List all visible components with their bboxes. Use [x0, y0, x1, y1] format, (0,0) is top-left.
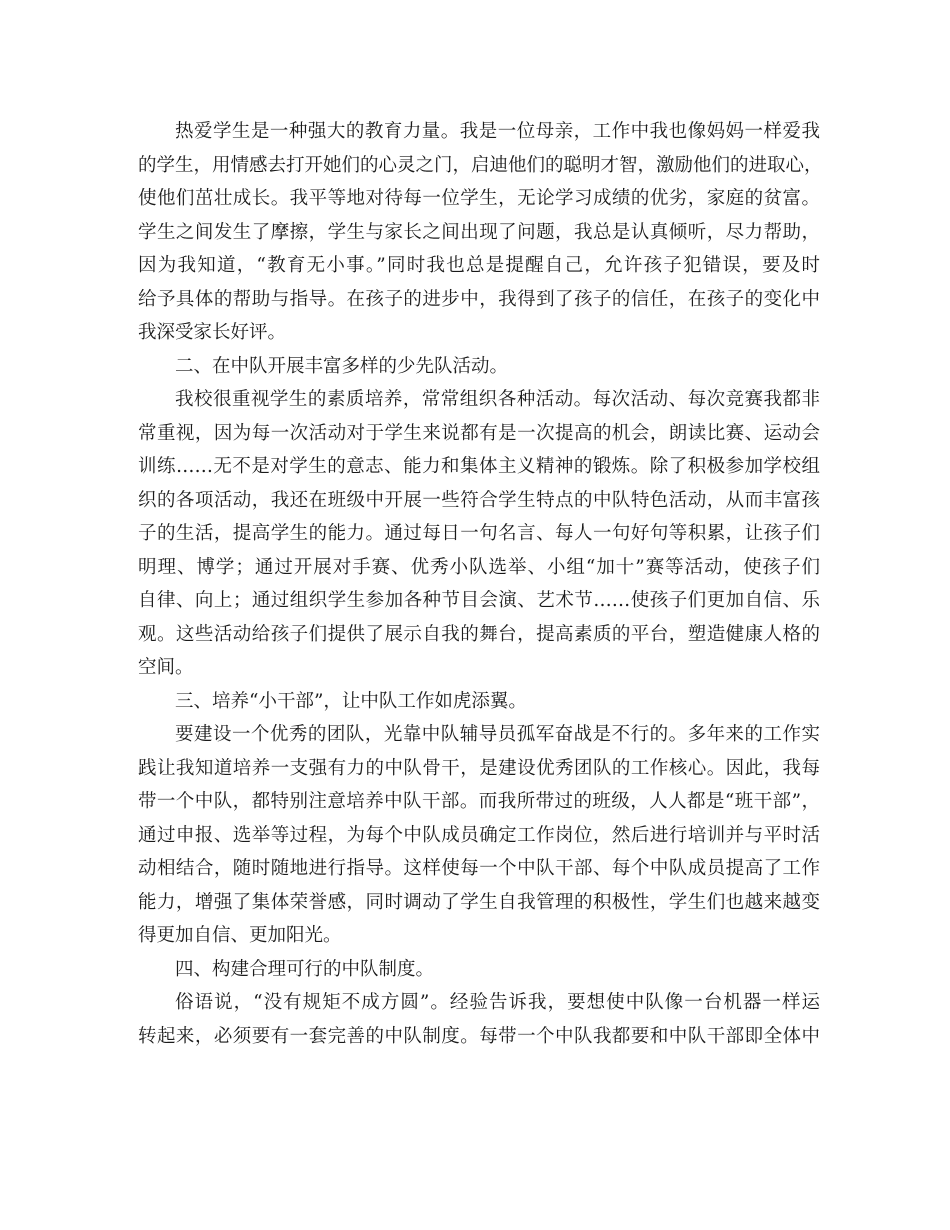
text-line — [138, 249, 820, 283]
text-line-content: 因为我知道，“教育无小事。”同时我也总是提醒自己，允许孩子犯错误，要及时 — [138, 255, 820, 276]
text-line-content: 的学生，用情感去打开她们的心灵之门，启迪他们的聪明才智，激励他们的进取心， — [138, 154, 823, 176]
text-line — [138, 919, 820, 953]
text-line — [138, 886, 820, 920]
text-line — [138, 819, 820, 853]
text-line-content: 俗语说，“没有规矩不成方圆”。经验告诉我，要想使中队像一台机器一样运 — [175, 992, 820, 1013]
text-line-content: 织的各项活动，我还在班级中开展一些符合学生特点的中队特色活动，从而丰富孩 — [138, 489, 820, 511]
text-line — [138, 316, 820, 350]
text-line-content: 践让我知道培养一支强有力的中队骨干，是建设优秀团队的工作核心。因此，我每 — [138, 757, 820, 779]
text-line-content: 二、在中队开展丰富多样的少先队活动。 — [175, 355, 509, 377]
text-line-content: 明理、博学；通过开展对手赛、优秀小队选举、小组“加十”赛等活动，使孩子们 — [138, 556, 820, 578]
text-line — [138, 584, 820, 618]
text-line — [138, 383, 820, 417]
text-line — [138, 517, 820, 551]
text-line — [138, 216, 820, 250]
text-line — [138, 484, 820, 518]
text-line — [138, 752, 820, 786]
text-line-content: 要建设一个优秀的团队，光靠中队辅导员孤军奋战是不行的。多年来的工作实 — [175, 724, 820, 745]
text-line-content: 我深受家长好评。 — [138, 322, 287, 343]
text-line — [138, 182, 820, 216]
text-line-content: 我校很重视学生的素质培养，常常组织各种活动。每次活动、每次竞赛我都非 — [175, 389, 820, 410]
text-line — [138, 350, 820, 384]
text-line-content: 训练……无不是对学生的意志、能力和集体主义精神的锻炼。除了积极参加学校组 — [138, 456, 820, 477]
text-line-content: 动相结合，随时随地进行指导。这样使每一个中队干部、每个中队成员提高了工作 — [138, 858, 820, 879]
text-line — [138, 986, 820, 1020]
text-line — [138, 417, 820, 451]
text-line-content: 带一个中队，都特别注意培养中队干部。而我所带过的班级，人人都是“班干部”， — [138, 791, 820, 812]
text-line-content: 空间。 — [138, 657, 194, 678]
text-line-content: 使他们茁壮成长。我平等地对待每一位学生，无论学习成绩的优劣，家庭的贫富。 — [138, 188, 820, 209]
text-line-content: 子的生活，提高学生的能力。通过每日一句名言、每人一句好句等积累，让孩子们 — [138, 523, 820, 544]
text-line-content: 常重视，因为每一次活动对于学生来说都有是一次提高的机会，朗读比赛、运动会 — [138, 422, 820, 444]
text-line — [138, 953, 820, 987]
text-line-content: 学生之间发生了摩擦，学生与家长之间出现了问题，我总是认真倾听，尽力帮助， — [138, 221, 820, 243]
text-line — [138, 785, 820, 819]
text-line — [138, 115, 820, 149]
text-line — [138, 450, 820, 484]
text-line-content: 自律、向上；通过组织学生参加各种节目会演、艺术节……使孩子们更加自信、乐 — [138, 590, 820, 611]
text-line — [138, 618, 820, 652]
text-line — [138, 551, 820, 585]
text-line — [138, 852, 820, 886]
text-line-content: 热爱学生是一种强大的教育力量。我是一位母亲，工作中我也像妈妈一样爱我 — [175, 121, 820, 142]
text-line-content: 通过申报、选举等过程，为每个中队成员确定工作岗位，然后进行培训并与平时活 — [138, 824, 820, 846]
text-line — [138, 1020, 820, 1054]
document-page — [138, 115, 823, 1053]
text-line-content: 三、培养“小干部”，让中队工作如虎添翼。 — [175, 690, 527, 712]
text-line-content: 转起来，必须要有一套完善的中队制度。每带一个中队我都要和中队干部即全体中 — [138, 1025, 820, 1047]
text-line-content: 给予具体的帮助与指导。在孩子的进步中，我得到了孩子的信任，在孩子的变化中 — [138, 288, 820, 310]
text-line — [138, 149, 823, 183]
text-line — [138, 718, 820, 752]
text-line-content: 四、构建合理可行的中队制度。 — [175, 958, 435, 980]
text-line-content: 得更加自信、更加阳光。 — [138, 925, 342, 946]
text-line — [138, 651, 820, 685]
text-line — [138, 283, 820, 317]
text-line-content: 观。这些活动给孩子们提供了展示自我的舞台，提高素质的平台，塑造健康人格的 — [138, 623, 820, 645]
text-line-content: 能力，增强了集体荣誉感，同时调动了学生自我管理的积极性，学生们也越来越变 — [138, 891, 820, 913]
text-line — [138, 685, 820, 719]
